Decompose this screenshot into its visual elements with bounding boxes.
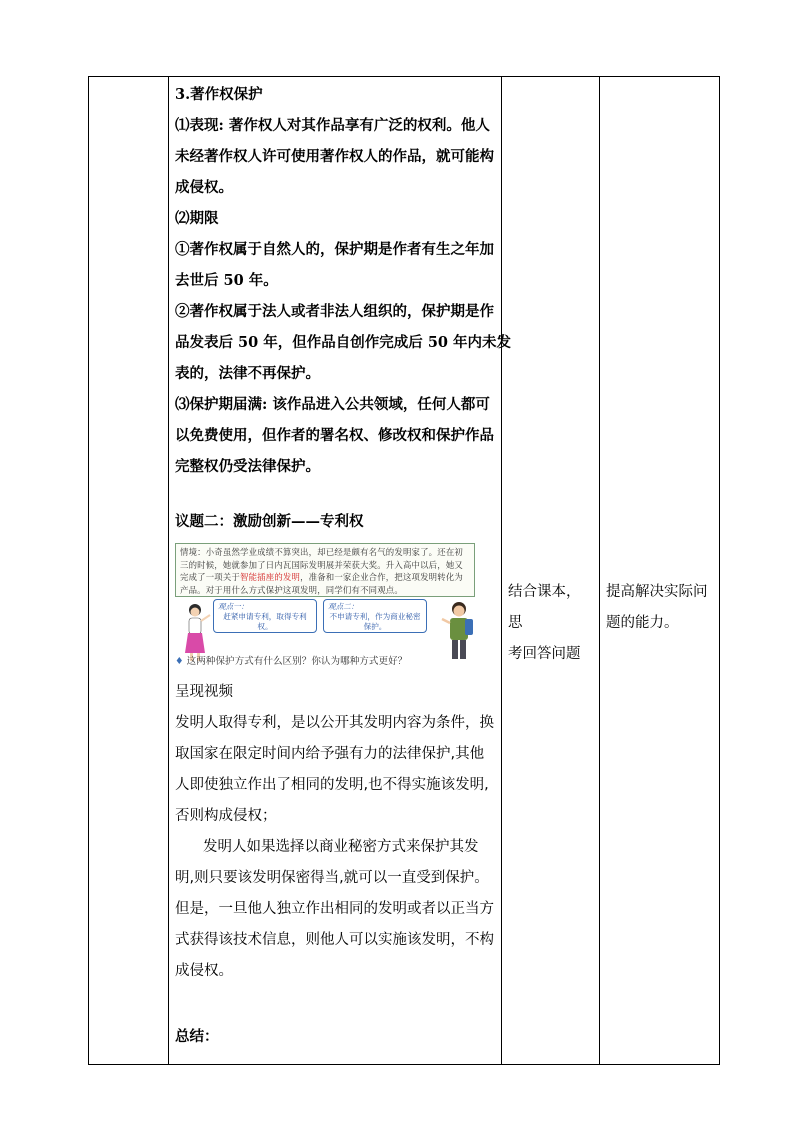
secret-para-line-3: 但是，一旦他人独立作出相同的发明或者以正当方 bbox=[175, 901, 494, 917]
design-intent-cell bbox=[600, 77, 720, 1065]
term-legal-person-line-2: 品发表后 50 年，但作品自创作完成后 50 年内未发 bbox=[175, 334, 512, 351]
view-two-title: 观点二： bbox=[328, 602, 359, 611]
patent-scenario-illustration bbox=[175, 543, 482, 673]
term-heading: ⑵期限 bbox=[175, 210, 219, 227]
lesson-plan-table bbox=[88, 76, 720, 1065]
student-activity-cell bbox=[502, 77, 600, 1065]
student-activity-text bbox=[502, 577, 599, 670]
topic-two-heading: 议题二：激励创新——专利权 bbox=[175, 513, 364, 530]
question-text: 这两种保护方式有什么区别？你认为哪种方式更好？ bbox=[186, 656, 408, 667]
student-activity-line-1: 结合课本，思 bbox=[508, 584, 581, 631]
scenario-question bbox=[175, 655, 482, 669]
term-natural-person-line-1: ①著作权属于自然人的，保护期是作者有生之年加 bbox=[175, 241, 494, 258]
view-two-text: 不申请专利，作为商业秘密保护。 bbox=[329, 612, 421, 631]
copyright-heading: 3.著作权保护 bbox=[175, 86, 263, 103]
expiry-line-3: 完整权仍受法律保护。 bbox=[175, 458, 320, 475]
girl-figure-icon bbox=[179, 601, 213, 663]
patent-para-line-1: 发明人取得专利，是以公开其发明内容为条件，换 bbox=[175, 715, 494, 731]
table-row bbox=[89, 77, 720, 1065]
patent-para-line-2: 取国家在限定时间内给予强有力的法律保护,其他 bbox=[175, 746, 485, 762]
scenario-text: 情境：小奇虽然学业成绩不算突出，却已经是颇有名气的发明家了。还在初三的时候，她就参加了日内瓦国际发明展并荣获大奖。升入高中以后，她又完成了一项关于智能插座的发明，准备和一家企业合作，把这项发明转化为产品。对于用什么方式保护这项发明，同学们有不同观点。 bbox=[180, 547, 463, 595]
view-one-bubble bbox=[213, 599, 317, 633]
view-one-text: 赶紧申请专利，取得专利权。 bbox=[223, 612, 307, 631]
design-intent-line-1: 提高解决实际问 bbox=[606, 584, 708, 600]
secret-para-line-2: 明,则只要该发明保密得当,就可以一直受到保护。 bbox=[175, 870, 489, 886]
patent-para-line-3: 人即使独立作出了相同的发明,也不得实施该发明, bbox=[175, 777, 489, 793]
secret-para-line-5: 成侵权。 bbox=[175, 963, 233, 979]
scenario-highlight: 智能插座的发明 bbox=[240, 572, 301, 582]
view-two-bubble bbox=[323, 599, 427, 633]
copyright-expression-line-3: 成侵权。 bbox=[175, 179, 233, 196]
scenario-text-box bbox=[175, 543, 475, 597]
term-legal-person-line-3: 表的，法律不再保护。 bbox=[175, 365, 320, 382]
empty-first-column-cell bbox=[89, 77, 169, 1065]
expiry-line-1: ⑶保护期届满: 该作品进入公共领域，任何人都可 bbox=[175, 396, 490, 413]
expiry-line-2: 以免费使用，但作者的署名权、修改权和保护作品 bbox=[175, 427, 494, 444]
copyright-expression-line-2: 未经著作权人许可使用著作权人的作品，就可能构 bbox=[175, 148, 494, 165]
boy-figure-icon bbox=[435, 599, 479, 663]
patent-para-line-4: 否则构成侵权； bbox=[175, 808, 277, 824]
video-heading: 呈现视频 bbox=[175, 684, 233, 700]
copyright-expression-line-1: ⑴表现: 著作权人对其作品享有广泛的权利。他人 bbox=[175, 117, 490, 134]
design-intent-line-2: 题的能力。 bbox=[606, 615, 679, 631]
student-activity-line-2: 考回答问题 bbox=[508, 646, 581, 662]
teaching-content-cell bbox=[169, 77, 512, 1065]
view-one-title: 观点一： bbox=[218, 602, 249, 611]
design-intent-text bbox=[600, 577, 719, 639]
term-natural-person-line-2: 去世后 50 年。 bbox=[175, 272, 278, 289]
term-legal-person-line-1: ②著作权属于法人或者非法人组织的，保护期是作 bbox=[175, 303, 494, 320]
secret-para-line-4: 式获得该技术信息，则他人可以实施该发明，不构 bbox=[175, 932, 494, 948]
diamond-bullet-icon: ♦ bbox=[175, 656, 184, 667]
summary-heading: 总结： bbox=[175, 1028, 219, 1045]
secret-para-line-1: 发明人如果选择以商业秘密方式来保护其发 bbox=[203, 839, 479, 855]
